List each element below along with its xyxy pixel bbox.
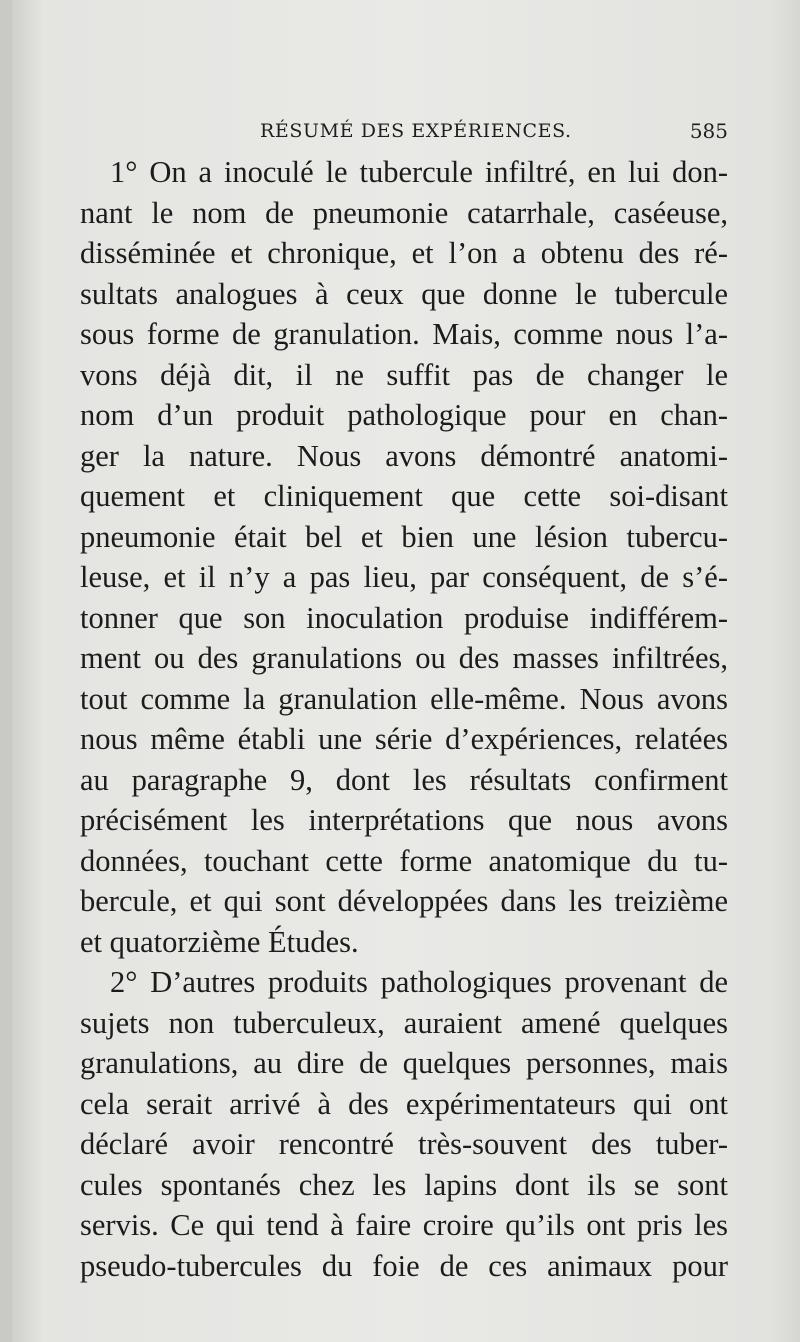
running-head [78, 116, 728, 146]
text-line: sous forme de granulation. Mais, comme nous l’a- [80, 317, 728, 351]
running-title: RÉSUMÉ DES EXPÉRIENCES. [260, 120, 572, 142]
text-line: tout comme la granulation elle-même. Nous avons [80, 681, 728, 716]
text-line: nom d’un produit pathologique pour en chan- [80, 398, 728, 432]
text-line: cela serait arrivé à des expérimentateurs qui ont [80, 1086, 728, 1121]
text-line: ger la nature. Nous avons démontré anatomi- [80, 438, 728, 473]
text-line: vons déjà dit, il ne suffit pas de changer le [80, 357, 728, 392]
text-line: pseudo-tubercules du foie de ces animaux pour [80, 1248, 728, 1283]
text-line: 1° On a inoculé le tubercule infiltré, en lui don- [110, 155, 728, 189]
text-line: granulations, au dire de quelques personnes, mais [80, 1046, 728, 1080]
text-line: servis. Ce qui tend à faire croire qu’ils ont pris les [80, 1208, 728, 1242]
text-line: bercule, et qui sont développées dans les treizième [80, 884, 728, 918]
text-line: déclaré avoir rencontré très-souvent des tuber- [80, 1127, 728, 1161]
text-line: sultats analogues à ceux que donne le tubercule [80, 276, 728, 311]
text-line: 2° D’autres produits pathologiques provenant de [110, 965, 728, 999]
text-line: et quatorzième Études. [80, 924, 359, 959]
text-line: tonner que son inoculation produise indifférem- [80, 600, 728, 635]
text-line: données, touchant cette forme anatomique du tu- [80, 843, 728, 878]
text-line: nous même établi une série d’expériences, relatées [80, 722, 728, 756]
text-line: disséminée et chronique, et l’on a obtenu des ré- [80, 236, 728, 270]
text-line: au paragraphe 9, dont les résultats confirment [80, 762, 728, 797]
page-edge [0, 0, 12, 1342]
text-line: leuse, et il n’y a pas lieu, par conséquent, de s’é- [80, 560, 728, 594]
page-number: 585 [689, 119, 728, 143]
text-line: nant le nom de pneumonie catarrhale, caséeuse, [80, 195, 728, 230]
text-line: cules spontanés chez les lapins dont ils se sont [80, 1167, 728, 1202]
body-text [80, 152, 728, 1286]
text-line: précisément les interprétations que nous avons [80, 803, 728, 837]
text-line: sujets non tuberculeux, auraient amené quelques [80, 1005, 728, 1040]
text-line: ment ou des granulations ou des masses infiltrées, [80, 641, 728, 675]
text-line: pneumonie était bel et bien une lésion tubercu- [80, 519, 728, 554]
text-line: quement et cliniquement que cette soi-disant [80, 479, 728, 513]
